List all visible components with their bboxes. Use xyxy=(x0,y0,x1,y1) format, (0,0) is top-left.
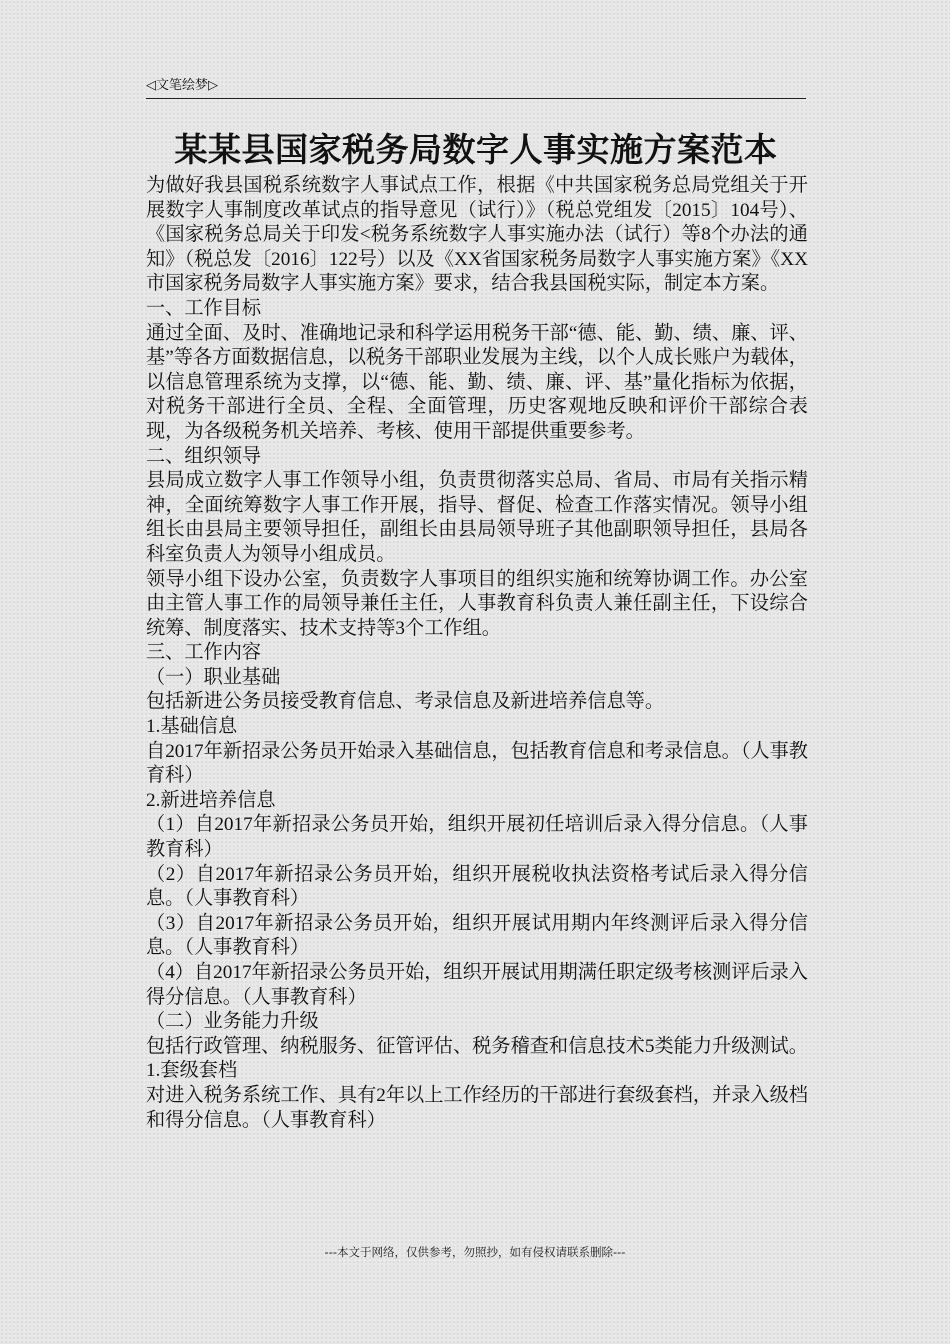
paragraph: 自2017年新招录公务员开始录入基础信息，包括教育信息和考录信息。（人事教育科） xyxy=(146,740,808,787)
paragraph: 为做好我县国税系统数字人事试点工作，根据《中共国家税务总局党组关于开展数字人事制度改革试点的指导意见（试行）》（税总党组发〔2015〕104号）、《国家税务总局关于印发<税务系统数字人事实施办法（试行）等8个办法的通知》（税总发〔2016〕122号）以及《XX省国家税务局数字人事实施方案》《XX市国家税务局数字人事实施方案》要求，结合我县国税实际，制定本方案。 xyxy=(146,175,808,295)
section-heading: 一、工作目标 xyxy=(146,297,262,319)
paragraph: 领导小组下设办公室，负责数字人事项目的组织实施和统筹协调工作。办公室由主管人事工作的局领导兼任主任，人事教育科负责人兼任副主任，下设综合统筹、制度落实、技术支持等3个工作组。 xyxy=(146,568,808,639)
section-heading: 三、工作内容 xyxy=(146,642,262,664)
item-heading: 1.基础信息 xyxy=(146,716,238,738)
document-title: 某某县国家税务局数字人事实施方案范本 xyxy=(174,130,778,169)
paragraph: 包括新进公务员接受教育信息、考录信息及新进培养信息等。 xyxy=(146,691,665,713)
paragraph: 县局成立数字人事工作领导小组，负责贯彻落实总局、省局、市局有关指示精神，全面统筹数字人事工作开展，指导、督促、检查工作落实情况。领导小组组长由县局主要领导担任，副组长由县局领导班子其他副职领导担任，县局各科室负责人为领导小组成员。 xyxy=(146,470,808,565)
section-heading: 二、组织领导 xyxy=(146,445,262,467)
paragraph: （1）自2017年新招录公务员开始，组织开展初任培训后录入得分信息。（人事教育科） xyxy=(146,814,808,861)
header-brand: ◁文笔绘梦▷ xyxy=(146,78,218,93)
paragraph: 通过全面、及时、准确地记录和科学运用税务干部“德、能、勤、绩、廉、评、基”等各方面数据信息，以税务干部职业发展为主线，以个人成长账户为载体，以信息管理系统为支撑，以“德、能、勤、绩、廉、评、基”量化指标为依据，对税务干部进行全员、全程、全面管理，历史客观地反映和评价干部综合表现，为各级税务机关培养、考核、使用干部提供重要参考。 xyxy=(146,322,808,442)
document-body xyxy=(146,174,808,1133)
paragraph: （2）自2017年新招录公务员开始，组织开展税收执法资格考试后录入得分信息。（人事教育科） xyxy=(146,863,808,910)
paragraph: （3）自2017年新招录公务员开始，组织开展试用期内年终测评后录入得分信息。（人事教育科） xyxy=(146,912,808,959)
paragraph: 包括行政管理、纳税服务、征管评估、税务稽查和信息技术5类能力升级测试。 xyxy=(146,1035,808,1057)
footer-disclaimer: ---本文于网络，仅供参考，勿照抄，如有侵权请联系删除--- xyxy=(324,1245,626,1259)
header-divider xyxy=(146,98,806,99)
subsection-heading: （二）业务能力升级 xyxy=(146,1011,319,1033)
subsection-heading: （一）职业基础 xyxy=(146,666,281,688)
paragraph: 对进入税务系统工作、具有2年以上工作经历的干部进行套级套档，并录入级档和得分信息。（人事教育科） xyxy=(146,1084,808,1131)
item-heading: 2.新进培养信息 xyxy=(146,789,276,811)
paragraph: （4）自2017年新招录公务员开始，组织开展试用期满任职定级考核测评后录入得分信息。（人事教育科） xyxy=(146,962,808,1008)
item-heading: 1.套级套档 xyxy=(146,1060,238,1082)
